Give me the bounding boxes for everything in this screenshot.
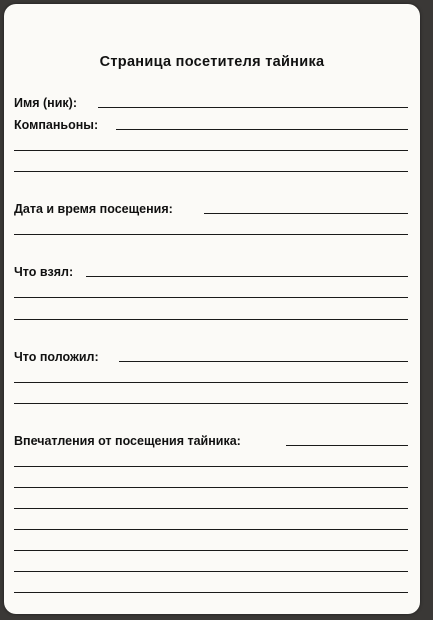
left-line-2[interactable]	[14, 382, 408, 383]
left-line-3[interactable]	[14, 403, 408, 404]
datetime-line-2[interactable]	[14, 234, 408, 235]
took-line-2[interactable]	[14, 297, 408, 298]
left-label: Что положил:	[14, 350, 99, 364]
impressions-line-8[interactable]	[14, 592, 408, 593]
companions-label: Компаньоны:	[14, 118, 99, 132]
impressions-line-4[interactable]	[14, 508, 408, 509]
took-label: Что взял:	[14, 265, 74, 279]
impressions-line-3[interactable]	[14, 487, 408, 488]
impressions-line-7[interactable]	[14, 571, 408, 572]
impressions-label: Впечатления от посещения тайника:	[14, 434, 241, 448]
datetime-line[interactable]	[204, 213, 408, 214]
impressions-line[interactable]	[286, 445, 408, 446]
companions-line-3[interactable]	[14, 171, 408, 172]
took-line[interactable]	[86, 276, 408, 277]
page-title: Страница посетителя тайника	[99, 54, 325, 70]
datetime-label: Дата и время посещения:	[14, 202, 173, 216]
companions-line[interactable]	[116, 129, 408, 130]
impressions-line-6[interactable]	[14, 550, 408, 551]
impressions-line-2[interactable]	[14, 466, 408, 467]
name-line[interactable]	[98, 107, 408, 108]
left-line[interactable]	[119, 361, 408, 362]
name-label: Имя (ник):	[14, 96, 77, 110]
companions-line-2[interactable]	[14, 150, 408, 151]
visitor-page-card	[4, 4, 420, 614]
took-line-3[interactable]	[14, 319, 408, 320]
impressions-line-5[interactable]	[14, 529, 408, 530]
